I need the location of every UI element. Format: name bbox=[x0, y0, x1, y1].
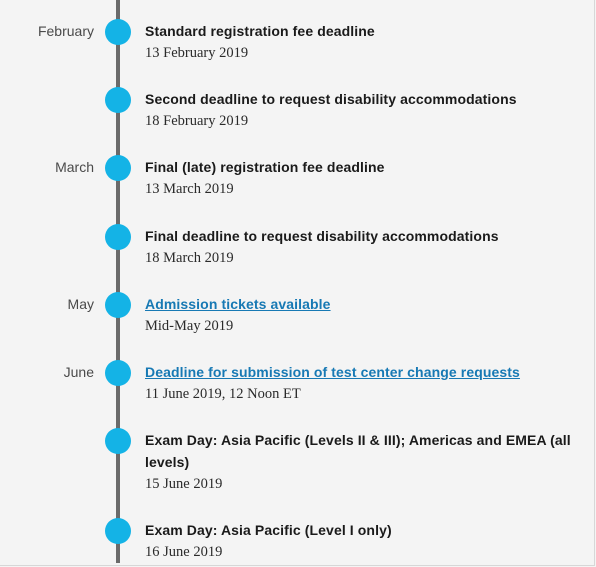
timeline-dot bbox=[105, 428, 131, 454]
timeline-dot bbox=[105, 19, 131, 45]
event-date: 18 February 2019 bbox=[145, 113, 249, 129]
event-date: 18 March 2019 bbox=[145, 250, 234, 266]
month-label: March bbox=[55, 159, 94, 175]
timeline-dot bbox=[105, 360, 131, 386]
month-label: May bbox=[67, 296, 94, 312]
month-label: February bbox=[37, 23, 94, 39]
event-date: 16 June 2019 bbox=[145, 544, 223, 560]
admission-tickets-link[interactable]: Admission tickets available bbox=[145, 296, 331, 312]
timeline-dot bbox=[105, 292, 131, 318]
event-title: Final deadline to request disability accommodations bbox=[145, 228, 499, 244]
timeline-dot bbox=[105, 518, 131, 544]
event-date: 13 February 2019 bbox=[145, 45, 249, 61]
event-title: Standard registration fee deadline bbox=[145, 23, 375, 39]
event-date: 11 June 2019, 12 Noon ET bbox=[145, 386, 301, 402]
event-title: Exam Day: Asia Pacific (Level I only) bbox=[145, 522, 392, 538]
timeline-dot bbox=[105, 155, 131, 181]
month-label: June bbox=[63, 364, 94, 380]
event-date: Mid-May 2019 bbox=[145, 318, 234, 334]
event-title: Second deadline to request disability accommodations bbox=[145, 91, 517, 107]
timeline-dot bbox=[105, 87, 131, 113]
timeline-line bbox=[116, 0, 120, 563]
test-center-change-link[interactable]: Deadline for submission of test center change requests bbox=[145, 364, 520, 380]
event-title: Exam Day: Asia Pacific (Levels II & III); Americas and EMEA (all levels) bbox=[145, 432, 571, 470]
event-date: 13 March 2019 bbox=[145, 181, 234, 197]
event-title: Final (late) registration fee deadline bbox=[145, 159, 385, 175]
event-date: 15 June 2019 bbox=[145, 476, 223, 492]
timeline-dot bbox=[105, 224, 131, 250]
